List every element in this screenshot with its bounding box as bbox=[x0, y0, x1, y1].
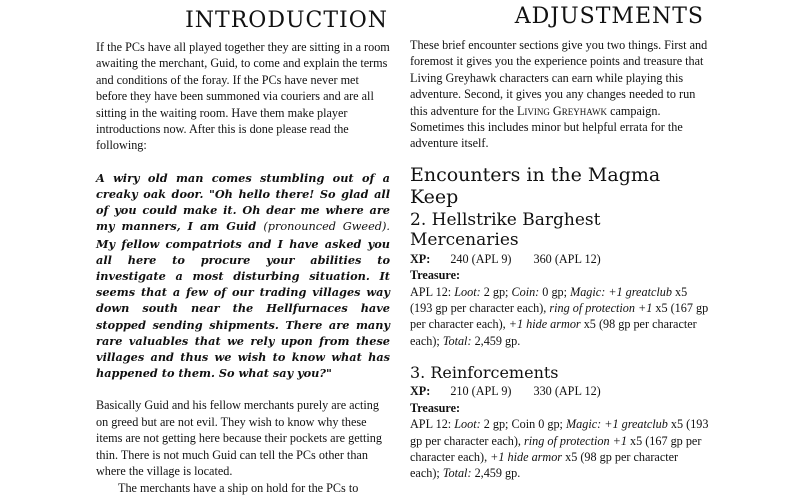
xp-apl9: 210 (APL 9) bbox=[450, 384, 512, 399]
right-column bbox=[410, 0, 710, 482]
treasure-label: Treasure: bbox=[410, 400, 461, 415]
encounter-2-treasure bbox=[410, 284, 710, 350]
hide-armor-item: +1 hide armor bbox=[490, 449, 563, 464]
encounter-2 bbox=[410, 210, 710, 349]
read-aloud-text bbox=[96, 170, 390, 382]
adjustments-part-2: campaign. Sometimes this includes minor but helpful errata for the adventure itself. bbox=[410, 103, 683, 151]
hide-armor-item: +1 hide armor bbox=[508, 317, 581, 332]
intro-paragraph: If the PCs have all played together they are sitting in a room awaiting the merchant, Guid, to come and explain the terms and conditions of the foray. If the PCs have never met before they have been summoned via couriers and are all sitting in the waiting room. Have them make player introductions now. After this is done please read the following: bbox=[96, 40, 390, 153]
greatclub-value: x5 (193 gp per character each), bbox=[410, 417, 709, 448]
loot-value: 2 gp; Coin 0 gp; bbox=[480, 417, 566, 432]
adjustments-part-1: These brief encounter sections give you two things. First and foremost it gives you the experience points and treasure that Living Greyhawk characters can earn while playing this adventure. Second, it gives you any changes needed to run this adventure for the bbox=[410, 38, 708, 118]
greatclub-item: +1 greatclub bbox=[605, 284, 672, 299]
coin-value: 0 gp; bbox=[539, 284, 571, 299]
greatclub-value: x5 (193 gp per character each), bbox=[410, 284, 688, 316]
encounters-heading: Encounters in the Magma Keep bbox=[410, 163, 661, 208]
ring-item: ring of protection +1 bbox=[549, 301, 653, 316]
ring-value: x5 (167 gp per character each), bbox=[410, 433, 702, 464]
apl-label: APL 12: bbox=[410, 417, 455, 432]
encounter-3-treasure bbox=[410, 416, 710, 482]
encounter-2-xp bbox=[410, 251, 710, 267]
loot-value: 2 gp; bbox=[480, 284, 512, 299]
xp-label: XP: bbox=[410, 251, 431, 266]
adjustments-paragraph bbox=[410, 37, 710, 152]
adjustments-heading: ADJUSTMENTS bbox=[514, 4, 704, 29]
magic-label: Magic: bbox=[566, 417, 602, 432]
introduction-heading: INTRODUCTION bbox=[185, 8, 388, 33]
greatclub-item: +1 greatclub bbox=[601, 417, 668, 432]
read-aloud-part-1: A wiry old man comes stumbling out of a creaky oak door. "Oh hello there! So glad all of you could make it. Oh dear me where are my manners, I am Guid bbox=[96, 170, 390, 234]
encounter-3-title: 3. Reinforcements bbox=[410, 363, 559, 383]
total-label: Total: bbox=[442, 333, 472, 348]
left-column bbox=[96, 0, 390, 496]
pronunciation-note: (pronounced Gweed). bbox=[263, 220, 390, 234]
encounter-3-xp bbox=[410, 383, 710, 399]
total-label: Total: bbox=[442, 466, 472, 481]
read-aloud-part-2: My fellow compatriots and I have asked you all here to procure your abilities to investigate a most disturbing situation. It seems that a few of our trading villages way down south near the Hellfurnaces have stopped sending shipments. There are many rare valuables that we rely upon from these villages and thus we wish to know what has happened to them. So what say you?" bbox=[96, 236, 390, 381]
xp-apl12: 360 (APL 12) bbox=[533, 251, 601, 266]
loot-label: Loot: bbox=[454, 417, 481, 432]
encounter-3 bbox=[410, 363, 710, 481]
xp-apl12: 330 (APL 12) bbox=[533, 384, 601, 399]
ring-item: ring of protection +1 bbox=[524, 433, 627, 448]
total-value: 2,459 gp. bbox=[471, 333, 521, 348]
xp-apl9: 240 (APL 9) bbox=[450, 251, 512, 266]
loot-label: Loot: bbox=[454, 284, 481, 299]
coin-label: Coin: bbox=[511, 284, 540, 299]
magic-label: Magic: bbox=[570, 284, 606, 299]
ring-value: x5 (167 gp per character each), bbox=[410, 301, 709, 332]
encounter-2-title: 2. Hellstrike Barghest Mercenaries bbox=[410, 209, 601, 250]
hide-armor-value: x5 (98 gp per character each); bbox=[410, 449, 679, 481]
total-value: 2,459 gp. bbox=[471, 466, 521, 481]
gm-note-paragraph: Basically Guid and his fellow merchants purely are acting on greed but are not evil. They wish to know why these items are not getting here because their pockets are getting thin. There is not much Guid can tell the PCs other than where the village is located. bbox=[96, 398, 382, 479]
treasure-label: Treasure: bbox=[410, 268, 461, 283]
ship-paragraph: The merchants have a ship on hold for the PCs to bbox=[118, 480, 359, 495]
living-greyhawk-smallcaps: Living Greyhawk bbox=[516, 103, 608, 118]
apl-label: APL 12: bbox=[410, 284, 455, 299]
xp-label: XP: bbox=[410, 384, 431, 399]
hide-armor-value: x5 (98 gp per character each); bbox=[410, 317, 697, 348]
